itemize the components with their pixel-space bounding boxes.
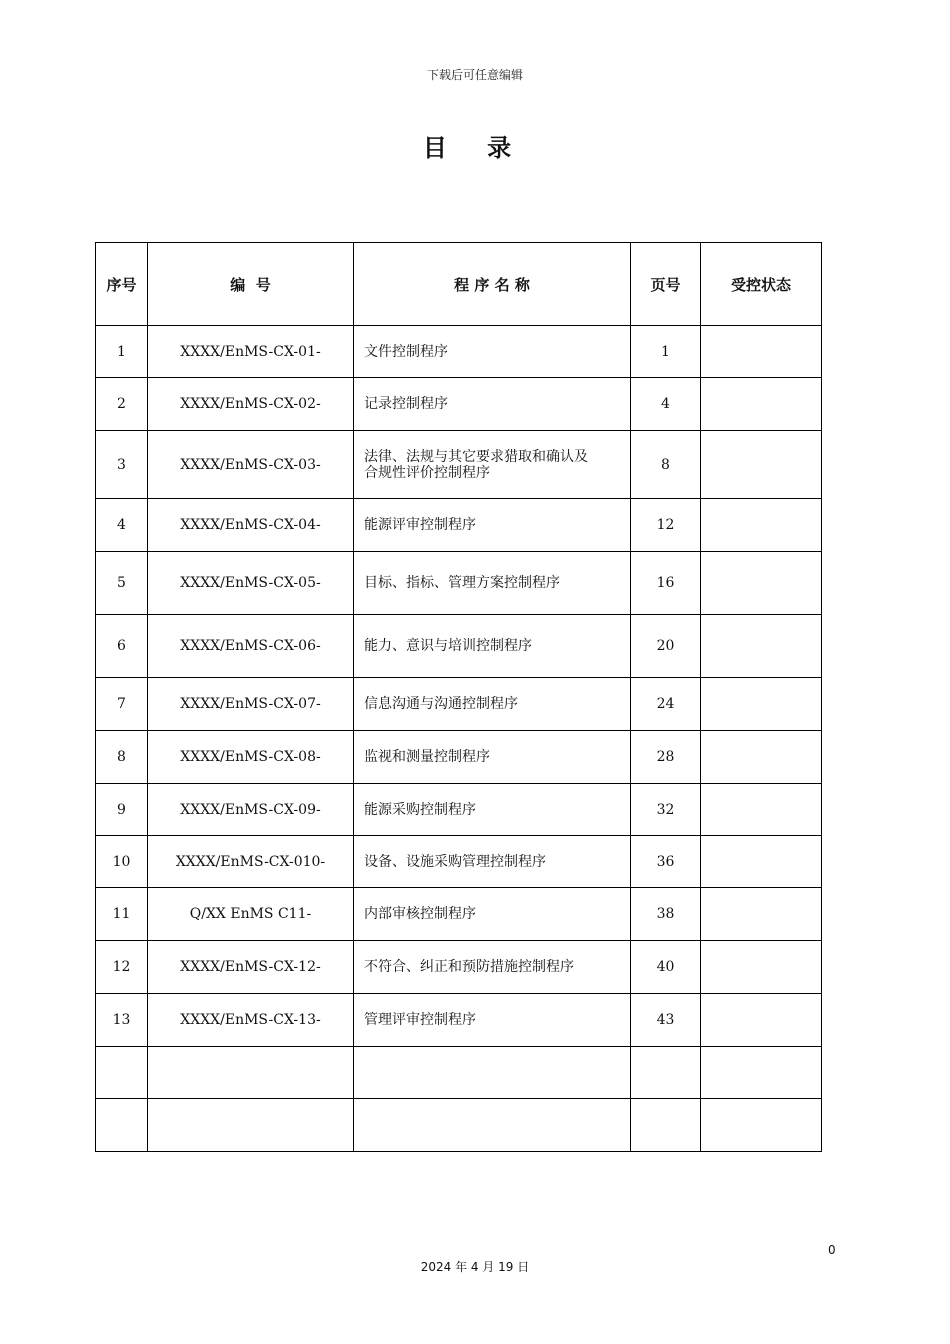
- cell-seq: [96, 1099, 148, 1152]
- table-row: [96, 731, 822, 784]
- table-row: [96, 552, 822, 615]
- cell-page: 24: [631, 678, 701, 731]
- cell-seq: 9: [96, 784, 148, 836]
- cell-code: Q/XX EnMS C11-: [148, 888, 354, 941]
- toc-table: [95, 242, 822, 1152]
- table-row: [96, 888, 822, 941]
- cell-name: 能力、意识与培训控制程序: [354, 615, 631, 678]
- document-title: 目 录: [422, 134, 528, 162]
- table-row: [96, 1047, 822, 1099]
- column-header-page: 页号: [631, 243, 701, 326]
- table-row: [96, 615, 822, 678]
- cell-name: [354, 1099, 631, 1152]
- cell-code: XXXX/EnMS-CX-05-: [148, 552, 354, 615]
- cell-status: [701, 431, 822, 499]
- cell-seq: 3: [96, 431, 148, 499]
- cell-status: [701, 888, 822, 941]
- cell-code: XXXX/EnMS-CX-08-: [148, 731, 354, 784]
- cell-page: 28: [631, 731, 701, 784]
- cell-name: 信息沟通与沟通控制程序: [354, 678, 631, 731]
- table-row: [96, 326, 822, 378]
- cell-page: 4: [631, 378, 701, 431]
- cell-status: [701, 784, 822, 836]
- cell-status: [701, 615, 822, 678]
- cell-page: 8: [631, 431, 701, 499]
- cell-code: [148, 1047, 354, 1099]
- cell-seq: [96, 1047, 148, 1099]
- cell-status: [701, 836, 822, 888]
- cell-seq: 2: [96, 378, 148, 431]
- cell-name: 能源评审控制程序: [354, 499, 631, 552]
- cell-page: 16: [631, 552, 701, 615]
- cell-name: 内部审核控制程序: [354, 888, 631, 941]
- cell-name: [354, 1047, 631, 1099]
- cell-name: 不符合、纠正和预防措施控制程序: [354, 941, 631, 994]
- cell-page: 32: [631, 784, 701, 836]
- cell-code: XXXX/EnMS-CX-13-: [148, 994, 354, 1047]
- table-row: [96, 499, 822, 552]
- header-note: 下载后可任意编辑: [426, 68, 523, 82]
- cell-name: 监视和测量控制程序: [354, 731, 631, 784]
- cell-page: 1: [631, 326, 701, 378]
- cell-code: XXXX/EnMS-CX-01-: [148, 326, 354, 378]
- cell-seq: 11: [96, 888, 148, 941]
- cell-page: 43: [631, 994, 701, 1047]
- table-row: [96, 836, 822, 888]
- cell-page: 36: [631, 836, 701, 888]
- footer-date: 2024 年 4 月 19 日: [420, 1260, 530, 1274]
- table-row: [96, 994, 822, 1047]
- cell-status: [701, 994, 822, 1047]
- cell-page: [631, 1047, 701, 1099]
- cell-seq: 5: [96, 552, 148, 615]
- column-header-name: 程 序 名 称: [354, 243, 631, 326]
- cell-status: [701, 731, 822, 784]
- cell-status: [701, 941, 822, 994]
- cell-code: XXXX/EnMS-CX-07-: [148, 678, 354, 731]
- cell-seq: 7: [96, 678, 148, 731]
- cell-seq: 12: [96, 941, 148, 994]
- cell-name: 设备、设施采购管理控制程序: [354, 836, 631, 888]
- cell-seq: 13: [96, 994, 148, 1047]
- cell-page: [631, 1099, 701, 1152]
- cell-status: [701, 1099, 822, 1152]
- table-row: [96, 784, 822, 836]
- cell-status: [701, 678, 822, 731]
- cell-status: [701, 326, 822, 378]
- cell-code: [148, 1099, 354, 1152]
- cell-page: 38: [631, 888, 701, 941]
- cell-code: XXXX/EnMS-CX-02-: [148, 378, 354, 431]
- cell-code: XXXX/EnMS-CX-04-: [148, 499, 354, 552]
- table-header-row: [96, 243, 822, 326]
- cell-seq: 8: [96, 731, 148, 784]
- cell-page: 40: [631, 941, 701, 994]
- table-row: [96, 378, 822, 431]
- column-header-seq: 序号: [96, 243, 148, 326]
- cell-name: 管理评审控制程序: [354, 994, 631, 1047]
- toc-body: [96, 326, 822, 1152]
- cell-seq: 10: [96, 836, 148, 888]
- column-header-code: 编 号: [148, 243, 354, 326]
- cell-code: XXXX/EnMS-CX-06-: [148, 615, 354, 678]
- table-row: [96, 431, 822, 499]
- page-number: 0: [828, 1243, 836, 1257]
- table-row: [96, 678, 822, 731]
- cell-code: XXXX/EnMS-CX-010-: [148, 836, 354, 888]
- cell-name: 文件控制程序: [354, 326, 631, 378]
- cell-name: 法律、法规与其它要求猎取和确认及 合规性评价控制程序: [354, 431, 631, 499]
- cell-name: 能源采购控制程序: [354, 784, 631, 836]
- table-row: [96, 1099, 822, 1152]
- cell-code: XXXX/EnMS-CX-12-: [148, 941, 354, 994]
- cell-status: [701, 1047, 822, 1099]
- cell-code: XXXX/EnMS-CX-09-: [148, 784, 354, 836]
- cell-page: 20: [631, 615, 701, 678]
- cell-name: 记录控制程序: [354, 378, 631, 431]
- cell-seq: 6: [96, 615, 148, 678]
- column-header-status: 受控状态: [701, 243, 822, 326]
- cell-status: [701, 499, 822, 552]
- cell-seq: 1: [96, 326, 148, 378]
- cell-code: XXXX/EnMS-CX-03-: [148, 431, 354, 499]
- table-row: [96, 941, 822, 994]
- cell-name: 目标、指标、管理方案控制程序: [354, 552, 631, 615]
- cell-status: [701, 552, 822, 615]
- cell-page: 12: [631, 499, 701, 552]
- cell-status: [701, 378, 822, 431]
- cell-seq: 4: [96, 499, 148, 552]
